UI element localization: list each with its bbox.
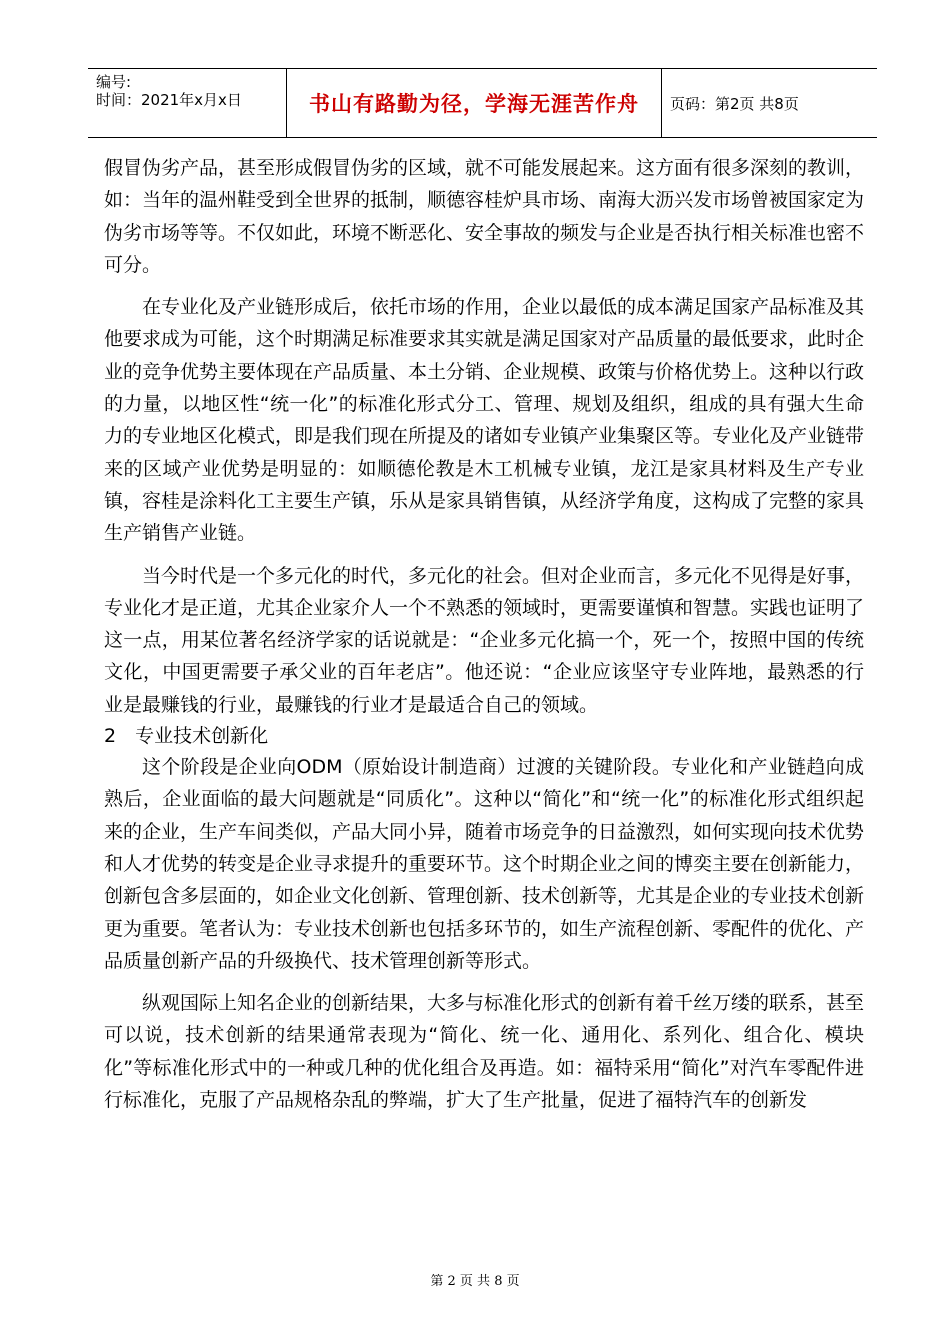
page-header — [88, 68, 877, 138]
header-page-info: 页码：第2页 共8页 — [670, 95, 799, 113]
paragraph: 这个阶段是企业向ODM（原始设计制造商）过渡的关键阶段。专业化和产业链趋向成熟后，企业面临的最大问题就是“同质化”。这种以“简化”和“统一化”的标准化形式组织起来的企业，生产车间类似，产品大同小异，随着市场竞争的日益激烈，如何实现向技术优势和人才优势的转变是企业寻求提升的重要环节。这个时期企业之间的博奕主要在创新能力，创新包含多层面的，如企业文化创新、管理创新、技术创新等，尤其是企业的专业技术创新更为重要。笔者认为：专业技术创新也包括多环节的，如生产流程创新、零配件的优化、产品质量创新产品的升级换代、技术管理创新等形式。 — [104, 756, 865, 972]
header-motto: 书山有路勤为径，学海无涯苦作舟 — [309, 92, 639, 116]
paragraph: 当今时代是一个多元化的时代，多元化的社会。但对企业而言，多元化不见得是好事，专业化才是正道，尤其企业家介人一个不熟悉的领域时，更需要谨慎和智慧。实践也证明了这一点，用某位著名经济学家的话说就是：“企业多元化搞一个，死一个，按照中国的传统文化，中国更需要子承父业的百年老店”。他还说：“企业应该坚守专业阵地，最熟悉的行业是最赚钱的行业，最赚钱的行业才是最适合自己的领域。 — [104, 564, 865, 716]
paragraph: 纵观国际上知名企业的创新结果，大多与标准化形式的创新有着千丝万缕的联系，甚至可以说，技术创新的结果通常表现为“简化、统一化、通用化、系列化、组合化、模块化”等标准化形式中的一种或几种的优化组合及再造。如：福特采用“简化”对汽车零配件进行标准化，克服了产品规格杂乱的弊端，扩大了生产批量，促进了福特汽车的创新发 — [104, 992, 865, 1112]
header-motto-cell — [287, 69, 662, 137]
paragraph: 在专业化及产业链形成后，依托市场的作用，企业以最低的成本满足国家产品标准及其他要求成为可能，这个时期满足标准要求其实就是满足国家对产品质量的最低要求，此时企业的竞争优势主要体现在产品质量、本土分销、企业规模、政策与价格优势上。这种以行政的力量，以地区性“统一化”的标准化形式分工、管理、规划及组织，组成的具有强大生命力的专业地区化模式，即是我们现在所提及的诸如专业镇产业集聚区等。专业化及产业链带来的区域产业优势是明显的：如顺德伦教是木工机械专业镇，龙江是家具材料及生产专业镇，容桂是涂料化工主要生产镇，乐从是家具销售镇，从经济学角度，这构成了完整的家具生产销售产业链。 — [104, 296, 865, 545]
paragraph-continued: 假冒伪劣产品，甚至形成假冒伪劣的区域，就不可能发展起来。这方面有很多深刻的教训，如：当年的温州鞋受到全世界的抵制，顺德容桂炉具市场、南海大沥兴发市场曾被国家定为伪劣市场等等。不仅如此，环境不断恶化、安全事故的频发与企业是否执行相关标准也密不可分。 — [104, 157, 865, 276]
header-meta-cell — [88, 69, 287, 137]
document-time-label: 时间：2021年x月x日 — [96, 91, 242, 109]
section-heading: 2 专业技术创新化 — [104, 725, 269, 748]
document-body — [104, 152, 864, 1116]
page-footer: 第 2 页 共 8 页 — [430, 1274, 520, 1289]
document-id-label: 编号: — [96, 73, 132, 91]
